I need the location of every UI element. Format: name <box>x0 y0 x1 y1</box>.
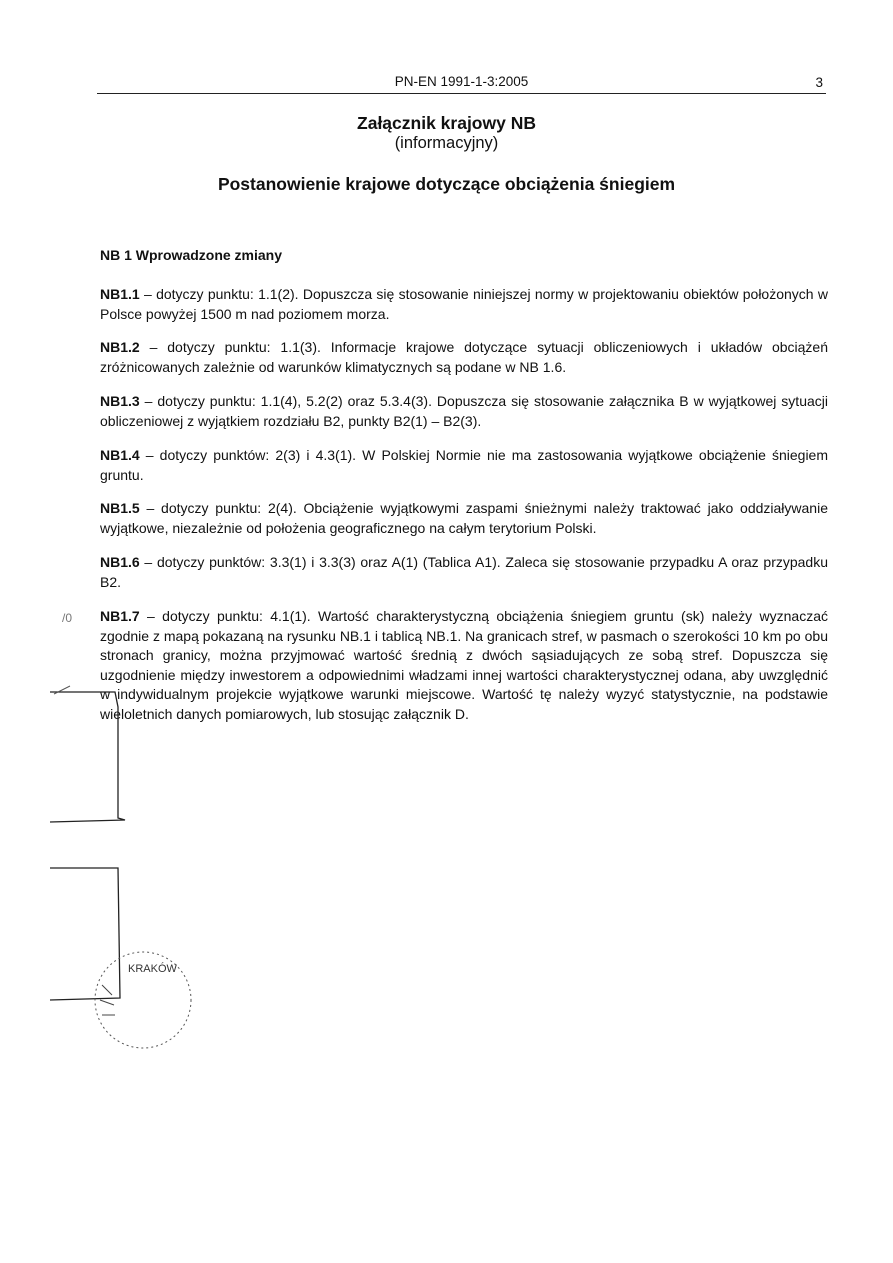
stamp-text: KRAKÓW <box>128 963 177 975</box>
paragraph-label: NB1.5 <box>100 500 140 516</box>
paragraph-label: NB1.1 <box>100 286 140 302</box>
paragraph-nb1-2 <box>100 338 828 377</box>
paragraph-nb1-4 <box>100 446 828 485</box>
paragraph-label: NB1.3 <box>100 393 140 409</box>
paragraph-text: – dotyczy punktu: 1.1(4), 5.2(2) oraz 5.3.4(3). Dopuszcza się stosowanie załącznika B w wyjątkowej sytuacji obliczeniowej z wyjątkiem rozdziału B2, punkty B2(1) – B2(3). <box>100 393 828 429</box>
paragraph-text: – dotyczy punktów: 3.3(1) i 3.3(3) oraz A(1) (Tablica A1). Zaleca się stosowanie przypadku A oraz przypadku B2. <box>100 554 828 590</box>
paragraph-text: – dotyczy punktu: 1.1(2). Dopuszcza się stosowanie niniejszej normy w projektowaniu obiektów położonych w Polsce powyżej 1500 m nad poziomem morza. <box>100 286 828 322</box>
section-title: NB 1 Wprowadzone zmiany <box>100 247 283 263</box>
paragraph-text: – dotyczy punktu: 4.1(1). Wartość charakterystyczną obciążenia śniegiem gruntu (sk) należy wyznaczać zgodnie z mapą pokazaną na rysunku NB.1 i tablicą NB.1. Na granicach stref, w pasmach o szerokości 10 km po obu stronach granicy, można przyjmować wartość średnią z dwóch sąsiadujących ze sobą stref. Dopuszcza się uzgodnienie między inwestorem a odpowiednimi władzami innej wartości charakterystycznej odana, aby uwzględnić w indywidualnym projekcie wyjątkowe warunki miejscowe. Wartość tę należy wyzyć statystycznie, na podstawie wieloletnich danych pomiarowych, lub stosując załącznik D. <box>100 608 828 722</box>
paragraph-text: – dotyczy punktu: 2(4). Obciążenie wyjątkowymi zaspami śnieżnymi należy traktować jako oddziaływanie wyjątkowe, niezależnie od położenia geograficznego na całym terytorium Polski. <box>100 500 828 536</box>
paragraph-label: NB1.6 <box>100 554 140 570</box>
svg-text:/0: /0 <box>62 611 73 625</box>
paragraph-nb1-3 <box>100 392 828 431</box>
standard-number: PN-EN 1991-1-3:2005 <box>394 74 529 89</box>
paragraph-label: NB1.2 <box>100 339 140 355</box>
page-header <box>97 73 826 94</box>
paragraph-nb1-5 <box>100 499 828 538</box>
page-number: 3 <box>815 75 823 90</box>
paragraph-text: – dotyczy punktów: 2(3) i 4.3(1). W Polskiej Normie nie ma zastosowania wyjątkowe obciążenie śniegiem gruntu. <box>100 447 828 483</box>
library-stamp-marks <box>40 600 240 1060</box>
paragraph-text: – dotyczy punktu: 1.1(3). Informacje krajowe dotyczące sytuacji obliczeniowych i układów obciążeń zróżnicowanych zależnie od warunków klimatycznych są podane w NB 1.6. <box>100 339 828 375</box>
paragraph-nb1-1 <box>100 285 828 324</box>
paragraph-label: NB1.4 <box>100 447 140 463</box>
paragraph-label: NB1.7 <box>100 608 140 624</box>
annex-subtitle: (informacyjny) <box>394 134 499 152</box>
annex-heading: Postanowienie krajowe dotyczące obciążenia śniegiem <box>217 174 676 194</box>
paragraph-nb1-6 <box>100 553 828 592</box>
annex-title: Załącznik krajowy NB <box>357 113 536 133</box>
